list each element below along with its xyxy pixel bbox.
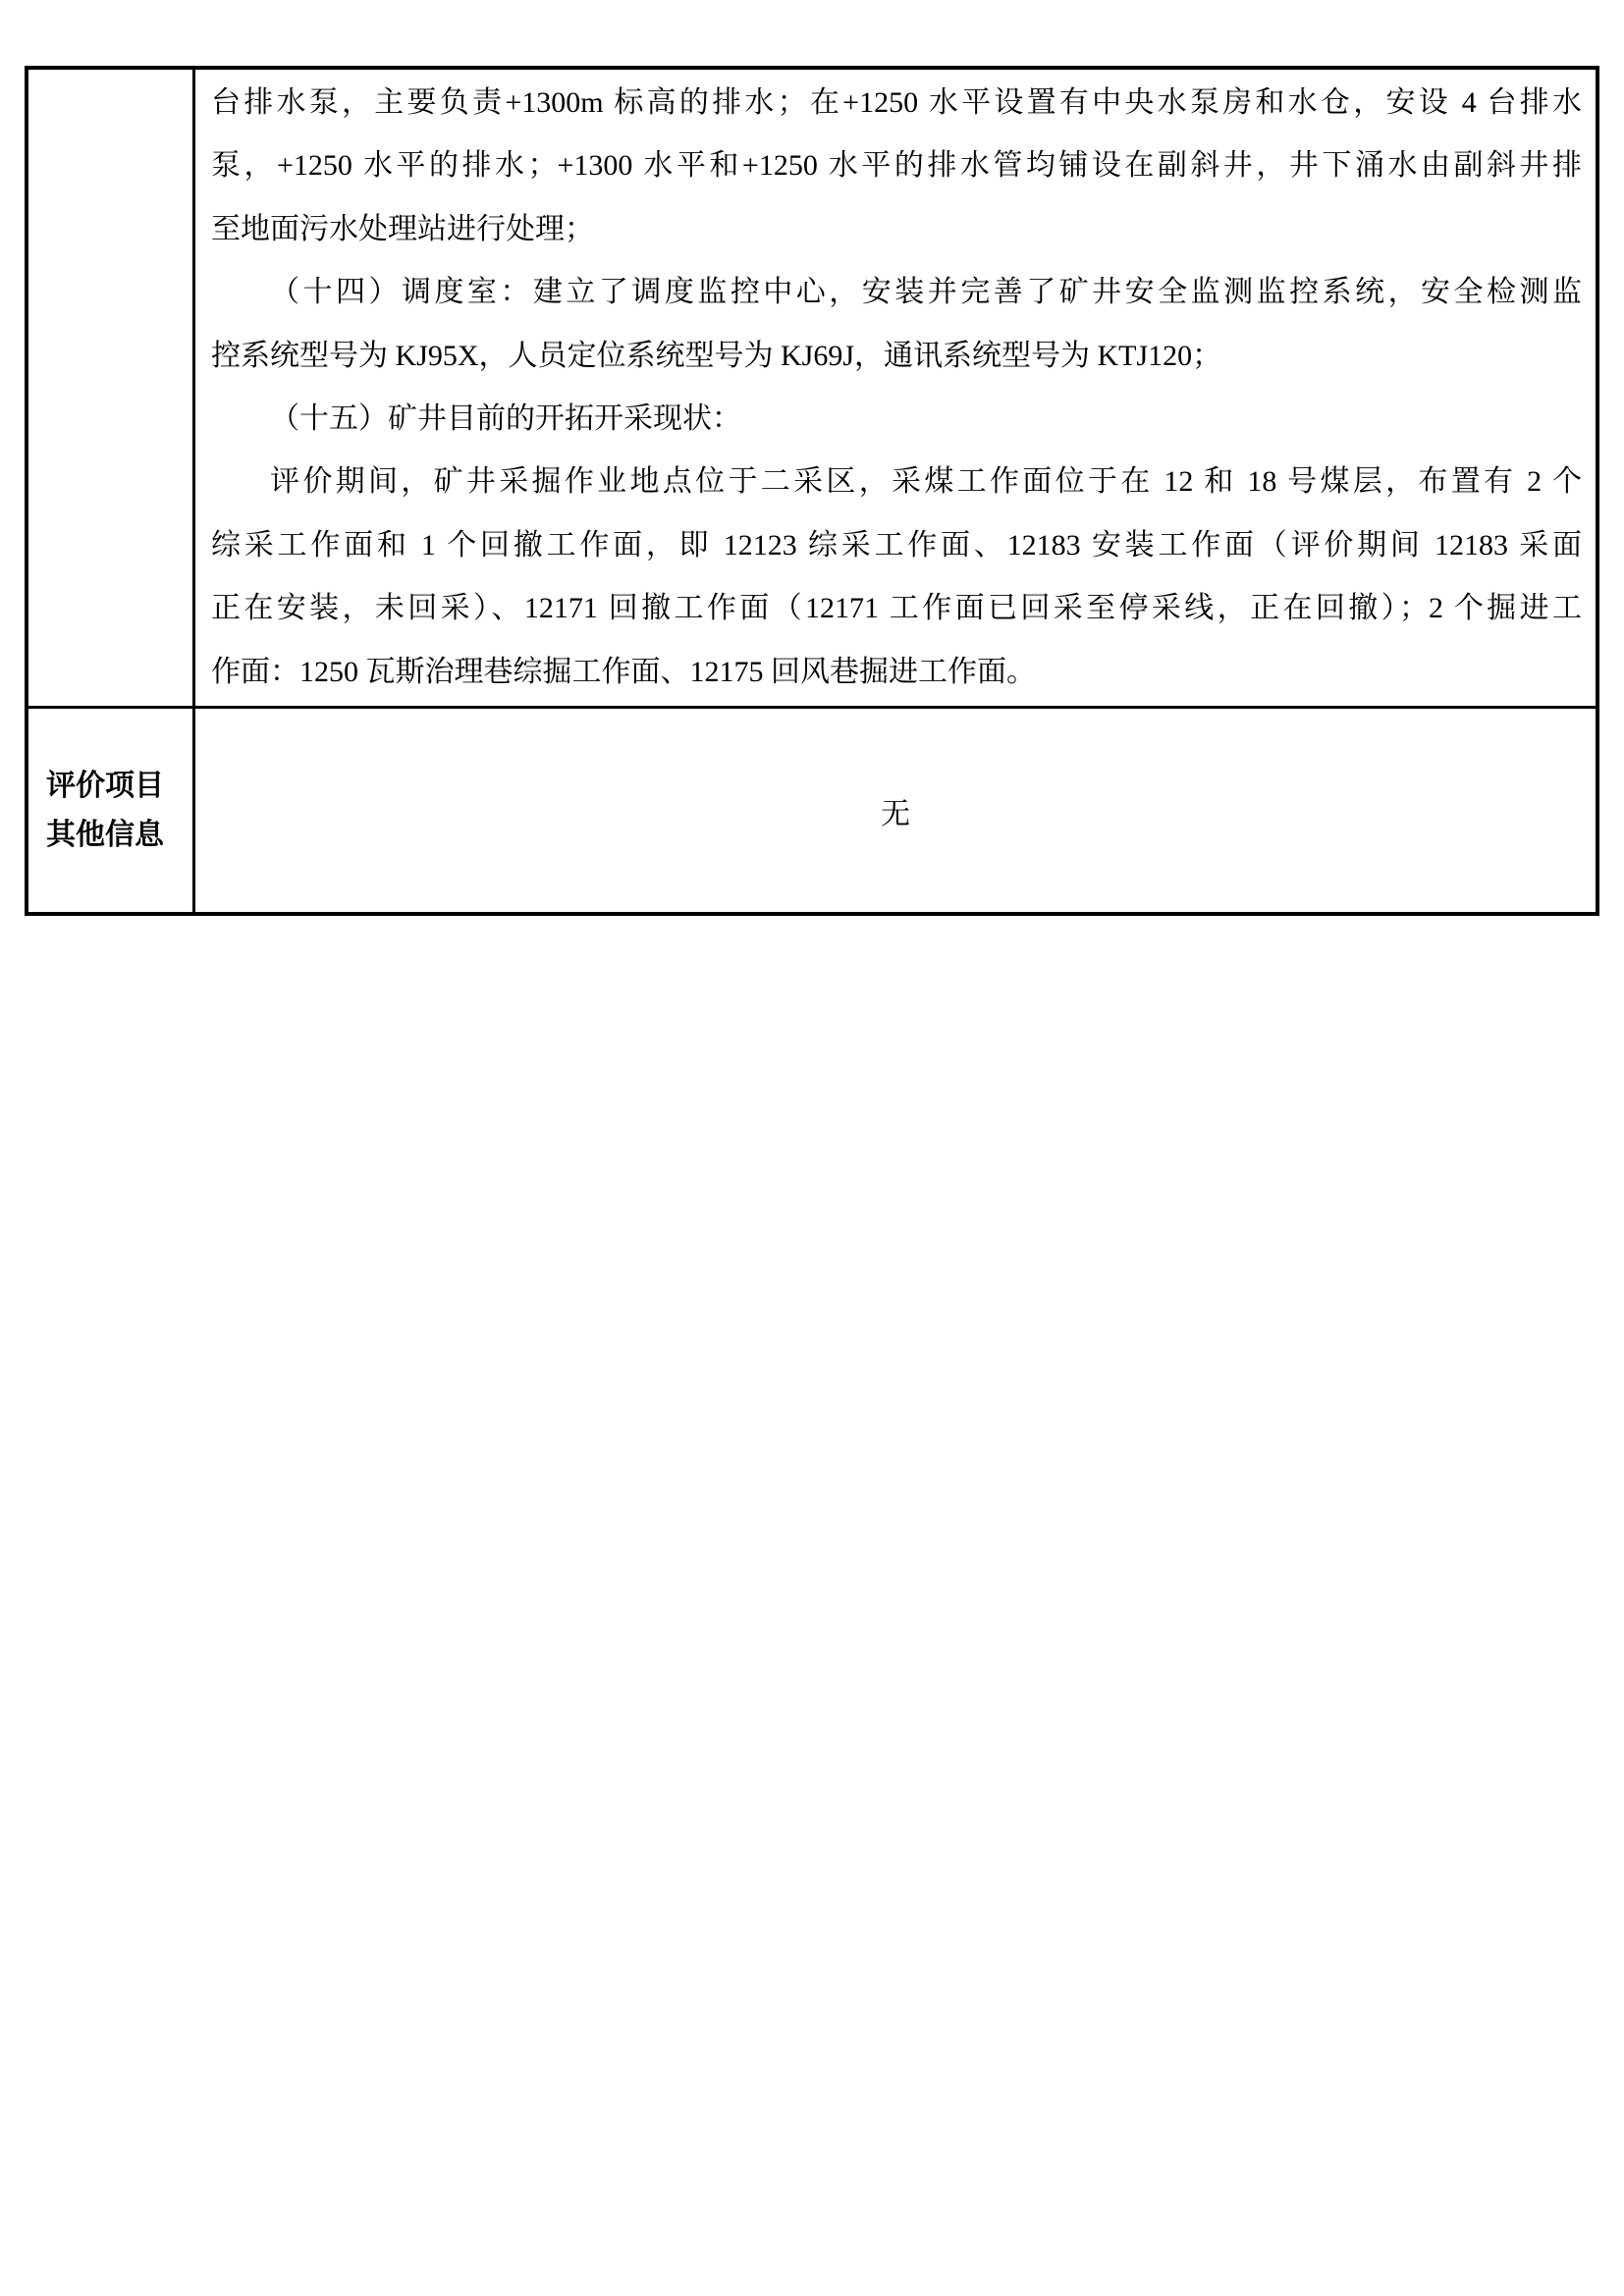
other-info-value: 无 xyxy=(881,797,910,830)
row1-label-cell xyxy=(28,70,195,709)
text-line: 综采工作面和 1 个回撤工作面，即 12123 综采工作面、12183 安装工作面（评价期间 12183 采面 xyxy=(211,528,1582,561)
row2-label-line-1: 评价项目 xyxy=(46,769,164,802)
text-line: 泵，+1250 水平的排水；+1300 水平和+1250 水平的排水管均铺设在副斜井，井下涌水由副斜井排 xyxy=(211,149,1582,183)
text-line: 正在安装，未回采）、12171 回撤工作面（12171 工作面已回采至停采线，正在回撤）；2 个掘进工 xyxy=(211,592,1582,625)
row2-label-line-2: 其他信息 xyxy=(46,818,164,851)
row2-value-cell xyxy=(195,709,1596,912)
text-line: （十五）矿井目前的开拓开采现状： xyxy=(270,402,741,436)
text-line: （十四）调度室：建立了调度监控中心，安装并完善了矿井安全监测监控系统，安全检测监 xyxy=(270,276,1582,309)
text-line: 至地面污水处理站进行处理； xyxy=(211,212,594,245)
text-line: 控系统型号为 KJ95X，人员定位系统型号为 KJ69J，通讯系统型号为 KTJ120； xyxy=(211,339,1222,372)
text-line: 作面：1250 瓦斯治理巷综掘工作面、12175 回风巷掘进工作面。 xyxy=(211,655,1036,688)
row2-label-cell xyxy=(28,709,195,912)
text-line: 台排水泵，主要负责+1300m 标高的排水；在+1250 水平设置有中央水泵房和水仓，安设 4 台排水 xyxy=(211,86,1582,119)
evaluation-text xyxy=(211,72,1582,704)
evaluation-table xyxy=(25,66,1599,916)
row1-content-cell xyxy=(195,70,1596,709)
text-line: 评价期间，矿井采掘作业地点位于二采区，采煤工作面位于在 12 和 18 号煤层，布置有 2 个 xyxy=(270,465,1582,499)
